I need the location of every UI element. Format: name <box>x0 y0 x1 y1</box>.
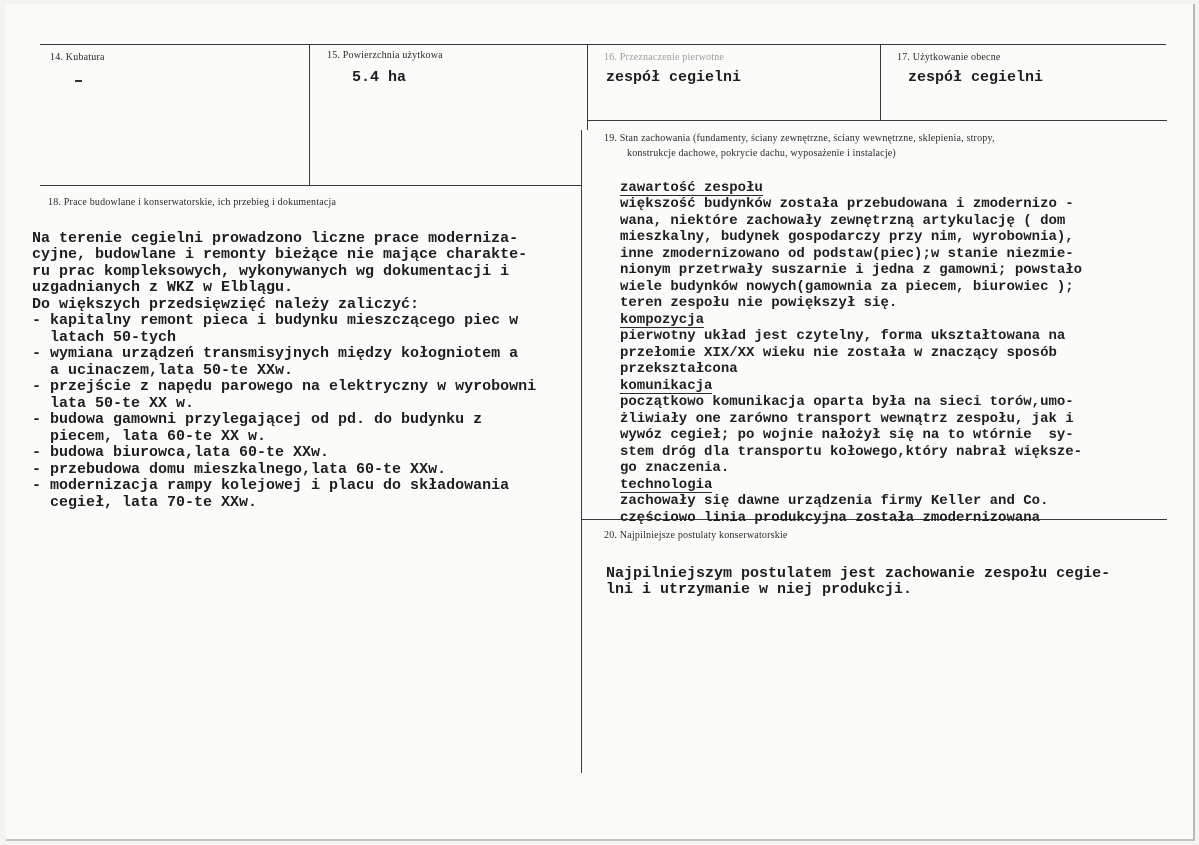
field-16-label: 16. Przeznaczenie pierwotne <box>604 52 725 63</box>
text-line: żliwiały one zarówno transport wewnątrz zespołu, jak i <box>620 410 1074 427</box>
text-line: - przebudowa domu mieszkalnego,lata 60-te XXw. <box>32 460 447 478</box>
text-line: przekształcona <box>620 361 738 377</box>
field-20-label: 20. Najpilniejsze postulaty konserwatorskie <box>604 530 788 541</box>
field-19-label-line2: konstrukcje dachowe, pokrycie dachu, wyposażenie i instalacje) <box>627 148 896 159</box>
text-line: cegieł, lata 70-te XXw. <box>32 493 258 511</box>
text-line: inne zmodernizowano od podstaw(piec);w stanie niezmie- <box>620 245 1074 262</box>
field-17-value: zespół cegielni <box>908 69 1044 86</box>
text-line: - budowa biurowca,lata 60-te XXw. <box>32 444 330 461</box>
section-heading-zawartosc: zawartość zespołu <box>620 179 763 196</box>
center-divider <box>581 130 582 773</box>
text-line: - przejście z napędu parowego na elektryczny w wyrobowni <box>32 378 537 395</box>
field-14-value-dash <box>75 80 82 82</box>
text-line: początkowo komunikacja oparta była na sieci torów,umo- <box>620 394 1074 410</box>
field-19-text <box>620 163 1082 543</box>
divider-16-17 <box>880 45 881 120</box>
section-heading-technologia: technologia <box>620 476 713 493</box>
field-15-value: 5.4 ha <box>352 69 407 86</box>
field-19-label-line1: 19. Stan zachowania (fundamenty, ściany zewnętrzne, ściany wewnętrzne, sklepienia, stropy, <box>604 133 995 144</box>
text-line: lni i utrzymanie w niej produkcji. <box>606 581 913 598</box>
divider-14-15 <box>309 45 310 185</box>
divider-15-16 <box>587 45 588 130</box>
text-line: uzgadnianych z WKZ w Elblągu. <box>32 279 294 296</box>
text-line: lata 50-te XX w. <box>32 394 195 412</box>
text-line: stem dróg dla transportu kołowego,który nabrał większe- <box>620 443 1083 460</box>
text-line: mieszkalny, budynek gospodarczy przy nim, wyrobownia), <box>620 229 1074 245</box>
text-line: zachowały się dawne urządzenia firmy Keller and Co. <box>620 493 1049 509</box>
text-line: Na terenie cegielni prowadzono liczne prace moderniza- <box>32 229 519 247</box>
text-line: wana, niektóre zachowały zewnętrzną artykulację ( dom <box>620 212 1066 229</box>
text-line: wiele budynków nowych(gamownia za piecem, biurowiec ); <box>620 278 1074 295</box>
text-line: Do większych przedsięwzięć należy zaliczyć: <box>32 295 420 313</box>
field-18-text <box>32 214 536 528</box>
text-line: - budowa gamowni przylegającej od pd. do budynku z <box>32 411 483 428</box>
text-line: a ucinaczem,lata 50-te XXw. <box>32 361 294 379</box>
text-line: wywóz cegieł; po wojnie nałożył się na to wtórnie sy- <box>620 427 1074 443</box>
text-line: - wymiana urządzeń transmisyjnych między kołogniotem a <box>32 345 519 362</box>
text-line: nionym przetrwały suszarnie i jedna z gamowni; powstało <box>620 262 1083 278</box>
field-14-label: 14. Kubatura <box>50 52 105 63</box>
text-line: Najpilniejszym postulatem jest zachowanie zespołu cegie- <box>606 564 1111 582</box>
section-heading-kompozycja: kompozycja <box>620 311 705 328</box>
text-line: teren zespołu nie powiększył się. <box>620 295 898 311</box>
text-line: go znaczenia. <box>620 460 730 476</box>
field-18-label: 18. Prace budowlane i konserwatorskie, ich przebieg i dokumentacja <box>48 197 337 208</box>
text-line: latach 50-tych <box>32 328 177 346</box>
field-15-label: 15. Powierzchnia użytkowa <box>327 50 443 61</box>
rule-16-17-bottom <box>587 120 1167 121</box>
text-line: ru prac kompleksowych, wykonywanych wg dokumentacji i <box>32 262 510 280</box>
text-line: przełomie XIX/XX wieku nie została w znaczący sposób <box>620 344 1057 361</box>
top-rule <box>40 44 1166 45</box>
field-17-label: 17. Użytkowanie obecne <box>897 52 1001 63</box>
text-line: - modernizacja rampy kolejowej i placu do składowania <box>32 477 510 494</box>
text-line: częściowo linia produkcyjna została zmodernizowana <box>620 509 1041 526</box>
section-heading-komunikacja: komunikacja <box>620 377 713 394</box>
text-line: większość budynków została przebudowana i zmodernizo - <box>620 196 1074 212</box>
text-line: pierwotny układ jest czytelny, forma ukształtowana na <box>620 328 1066 344</box>
field-16-value: zespół cegielni <box>606 69 742 86</box>
field-20-text <box>606 549 1110 615</box>
text-line: - kapitalny remont pieca i budynku mieszczącego piec w <box>32 312 519 329</box>
text-line: piecem, lata 60-te XX w. <box>32 427 267 445</box>
rule-18-top <box>40 185 582 186</box>
text-line: cyjne, budowlane i remonty bieżące nie mające charakte- <box>32 246 528 263</box>
